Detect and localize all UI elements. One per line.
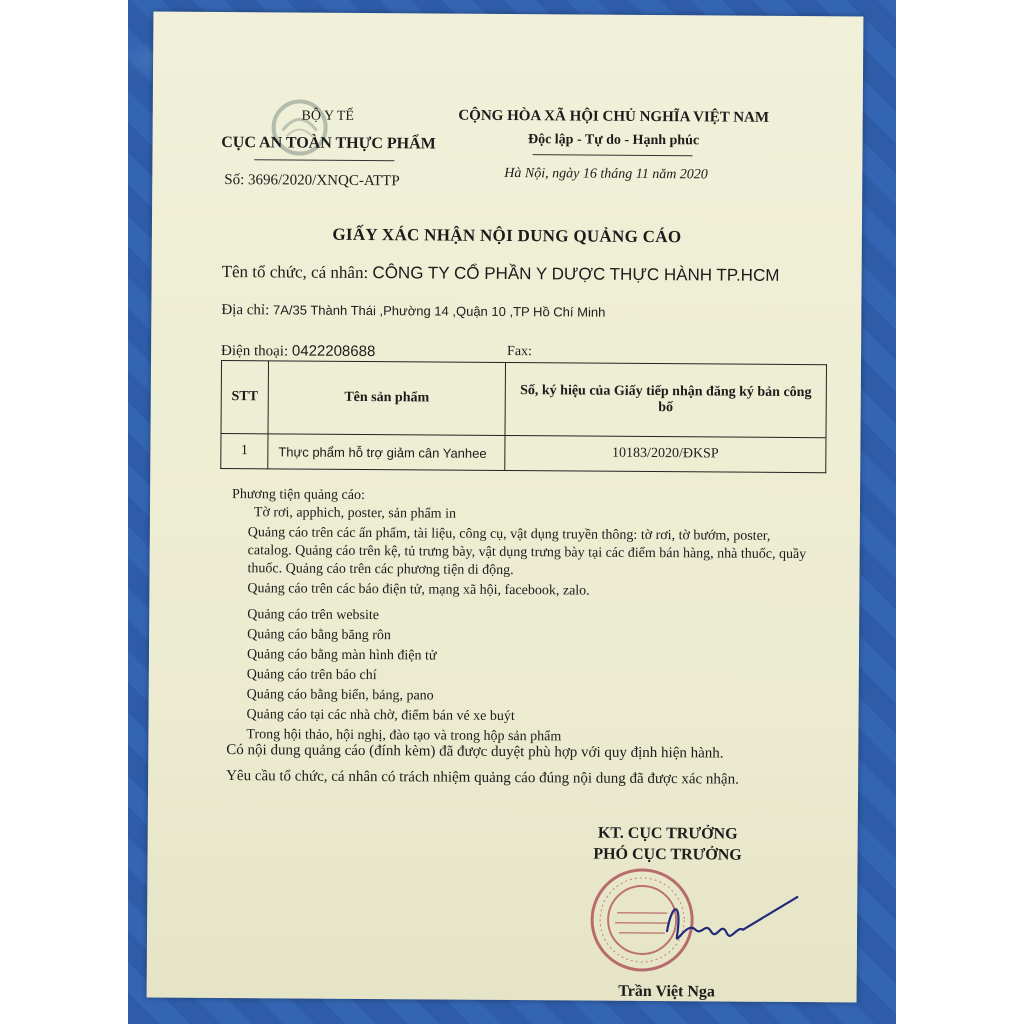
issue-date: Hà Nội, ngày 16 tháng 11 năm 2020 [504, 165, 708, 183]
media-list [246, 504, 808, 750]
phone-value: 0422208688 [291, 342, 376, 361]
organization-value: CÔNG TY CỔ PHẦN Y DƯỢC THỰC HÀNH TP.HCM [372, 263, 780, 285]
address-value: 7A/35 Thành Thái ,Phường 14 ,Quận 10 ,TP Hồ Chí Minh [272, 302, 606, 320]
header-product-name: Tên sản phẩm [268, 361, 506, 436]
table-row [221, 434, 826, 473]
signer-title-1: KT. CỤC TRƯỞNG [597, 824, 738, 843]
republic-heading: CỘNG HÒA XÃ HỘI CHỦ NGHĨA VIỆT NAM [458, 107, 770, 126]
document-number: Số: 3696/2020/XNQC-ATTP [224, 172, 400, 190]
list-item: Quảng cáo tại các nhà chờ, điểm bán vé xe buýt [246, 707, 515, 725]
header-stt: STT [221, 361, 269, 434]
right-margin [896, 0, 1024, 1024]
product-table [220, 360, 827, 473]
agency-underline [254, 159, 394, 161]
list-item: Quảng cáo bằng biển, bảng, pano [246, 687, 434, 704]
signature-icon [647, 891, 807, 952]
agency-name: CỤC AN TOÀN THỰC PHẨM [221, 134, 436, 153]
fax-label: Fax: [507, 344, 533, 360]
list-item: Trong hội thảo, hội nghị, đào tạo và trong hộp sản phẩm [246, 727, 562, 745]
row-registration-number: 10183/2020/ĐKSP [505, 435, 826, 472]
list-item: Quảng cáo trên báo chí [246, 667, 377, 684]
signer-title-2: PHÓ CỤC TRƯỞNG [593, 845, 742, 864]
organization-label: Tên tổ chức, cá nhân: [221, 262, 369, 283]
list-item: Quảng cáo trên các ấn phẩm, tài liệu, công cụ, vật dụng truyền thông: tờ rơi, tờ bướm, poster, catalog. Quảng cáo trên kệ, tủ trưng bày, vật dụng trưng bày tại các điểm bán hàng, nhà thuốc, quầy thuốc. Quảng cáo trên các phương tiện di động. [247, 525, 807, 579]
list-item: Quảng cáo trên các báo điện tử, mạng xã hội, facebook, zalo. [247, 581, 590, 599]
document-title: GIẤY XÁC NHẬN NỘI DUNG QUẢNG CÁO [332, 224, 682, 247]
list-item: Tờ rơi, apphich, poster, sản phẩm in [253, 505, 457, 522]
list-item: Quảng cáo trên website [247, 607, 380, 624]
organization-line [222, 262, 780, 286]
signer-name: Trần Việt Nga [618, 982, 715, 1001]
left-margin [0, 0, 128, 1024]
row-stt: 1 [221, 434, 268, 469]
request-statement: Yêu cầu tổ chức, cá nhân có trách nhiệm quảng cáo đúng nội dung đã được xác nhận. [226, 768, 739, 788]
row-product-name: Thực phẩm hỗ trợ giảm cân Yanhee [268, 434, 505, 471]
list-item: Quảng cáo bằng màn hình điện tử [246, 647, 437, 664]
approval-statement: Có nội dung quảng cáo (đính kèm) đã được duyệt phù hợp với quy định hiện hành. [226, 742, 724, 762]
national-motto: Độc lập - Tự do - Hạnh phúc [527, 132, 700, 149]
ministry-name: BỘ Y TẾ [301, 108, 354, 124]
phone-label: Điện thoại: [221, 343, 289, 360]
address-label: Địa chỉ: [221, 302, 270, 319]
motto-underline [532, 154, 692, 156]
phone-line [221, 342, 375, 361]
media-heading: Phương tiện quảng cáo: [232, 487, 365, 504]
document-page [147, 12, 864, 1003]
header-registration-number: Số, ký hiệu của Giấy tiếp nhận đăng ký bản công bố [505, 363, 827, 438]
list-item: Quảng cáo bằng băng rôn [247, 627, 391, 644]
table-header-row [221, 361, 826, 438]
address-line [221, 302, 605, 322]
